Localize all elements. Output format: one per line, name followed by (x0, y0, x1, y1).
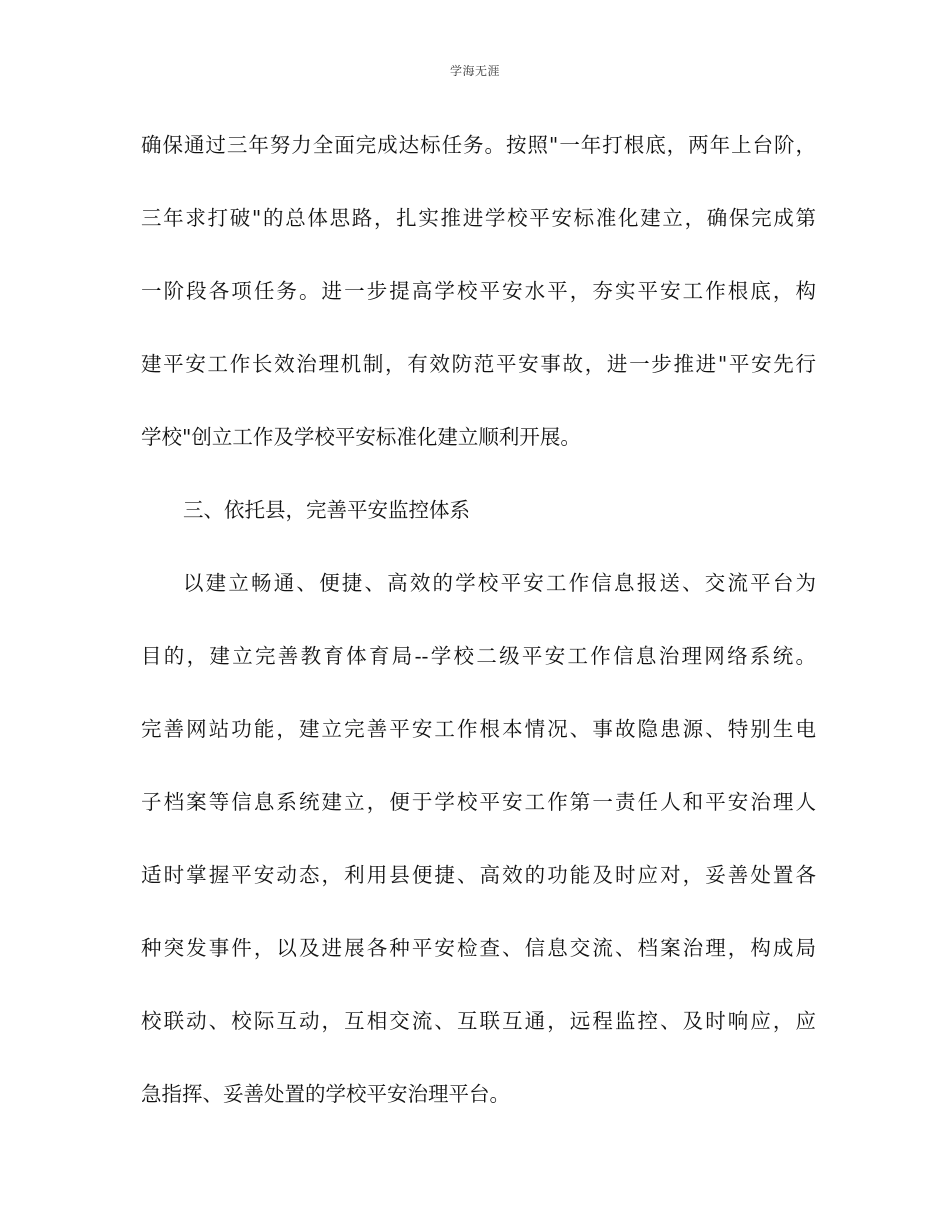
paragraph-2-line-1: 以建立畅通、便捷、高效的学校平安工作信息报送、交流平台为 (183, 571, 816, 595)
document-body (141, 120, 816, 1142)
paragraph-2-line-2: 目的，建立完善教育体育局--学校二级平安工作信息治理网络系统。 (141, 644, 816, 668)
paragraph-1-line-2: 三年求打破"的总体思路，扎实推进学校平安标准化建立，确保完成第 (141, 206, 816, 230)
paragraph-2-line-6: 种突发事件，以及进展各种平安检查、信息交流、档案治理，构成局 (141, 936, 816, 960)
paragraph-1-line-3: 一阶段各项任务。进一步提高学校平安水平，夯实平安工作根底，构 (141, 279, 816, 303)
paragraph-2-line-5: 适时掌握平安动态，利用县便捷、高效的功能及时应对，妥善处置各 (141, 863, 816, 887)
page-header: 学海无涯 (449, 64, 500, 78)
paragraph-1-line-5: 学校"创立工作及学校平安标准化建立顺利开展。 (141, 425, 581, 449)
section-3-heading: 三、依托县，完善平安监控体系 (183, 498, 470, 522)
paragraph-1-line-1: 确保通过三年努力全面完成达标任务。按照"一年打根底，两年上台阶， (141, 133, 816, 157)
paragraph-2-line-7: 校联动、校际互动，互相交流、互联互通，远程监控、及时响应，应 (141, 1009, 816, 1033)
paragraph-1-line-4: 建平安工作长效治理机制，有效防范平安事故，进一步推进"平安先行 (141, 352, 816, 376)
paragraph-2-line-4: 子档案等信息系统建立，便于学校平安工作第一责任人和平安治理人 (141, 790, 816, 814)
paragraph-2-line-8: 急指挥、妥善处置的学校平安治理平台。 (141, 1082, 510, 1106)
paragraph-2-line-3: 完善网站功能，建立完善平安工作根本情况、事故隐患源、特别生电 (141, 717, 816, 741)
